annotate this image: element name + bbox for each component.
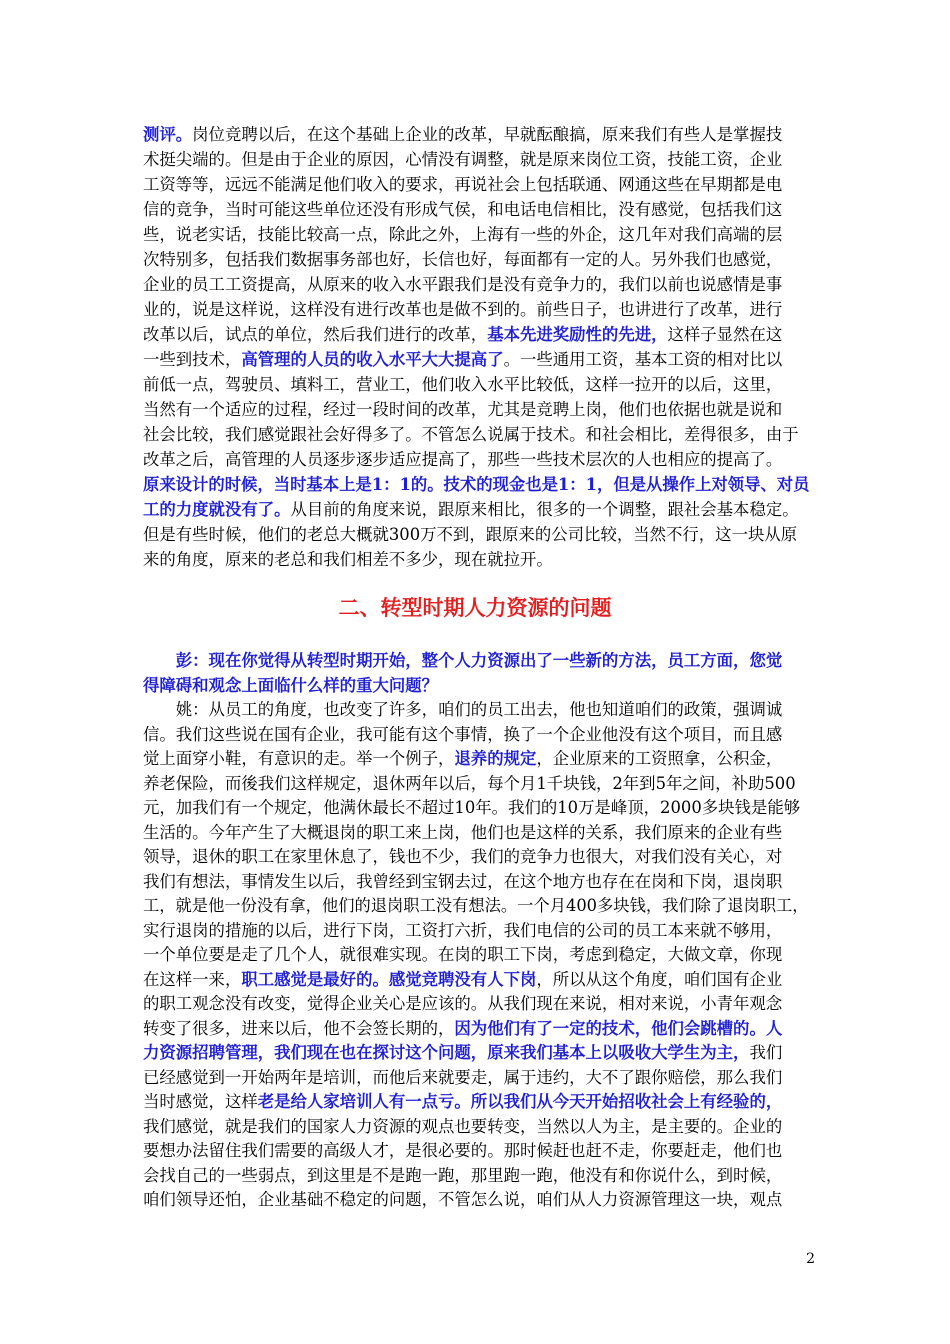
body-text-run: 业的，说是这样说，这样没有进行改革也是做不到的。前些日子，也讲进行了改革，进行 [143, 300, 783, 319]
emphasis-text: 得障碍和观念上面临什么样的重大问题？ [143, 675, 439, 695]
text-line [143, 942, 782, 967]
emphasis-text: 原来设计的时候，当时基本上是1：1的。技术的现金也是1：1，但是从操作上对领导、对员 [143, 475, 810, 494]
text-line [143, 1089, 782, 1114]
text-line [143, 746, 782, 771]
text-line [143, 648, 782, 673]
body-text-run: 觉上面穿小鞋，有意识的走。举一个例子， [143, 749, 455, 768]
body-text-run: 一个单位要是走了几个人，就很难实现。在岗的职工下岗，考虑到稳定，大做文章，你现 [143, 945, 783, 964]
body-text-run: 从目前的角度来说，跟原来相比，很多的一个调整，跟社会基本稳定。 [290, 500, 799, 519]
body-text-run: ，所以从这个角度，咱们国有企业 [536, 969, 783, 989]
text-line [143, 347, 782, 372]
text-line [143, 722, 782, 747]
body-text-run: 会找自己的一些弱点，到这里是不是跑一跑，那里跑一跑，他没有和你说什么，到时候， [143, 1165, 783, 1185]
emphasis-text: 测评。 [143, 125, 193, 144]
text-line [143, 1163, 782, 1188]
text-line [143, 297, 782, 322]
body-text-run: 元，加我们有一个规定，他满休最长不超过10年。我们的10万是峰顶，2000多块钱是能够 [143, 798, 801, 817]
body-text-run: 这样子显然在这 [667, 325, 783, 344]
text-line [143, 918, 782, 943]
body-text-run: 领导，退休的职工在家里休息了，钱也不少，我们的竞争力也很大，对我们没有关心，对 [143, 847, 783, 866]
text-line [143, 247, 782, 272]
text-line [143, 1138, 782, 1163]
text-line [143, 422, 799, 447]
text-line [143, 1065, 782, 1090]
body-text-run: 姚：从员工的角度，也改变了许多，咱们的员工出去，他也知道咱们的政策，强调诚 [143, 700, 783, 719]
body-text-run: 我们 [749, 1043, 783, 1062]
emphasis-text: 高管理的人员的收入水平大大提高了 [241, 350, 504, 369]
body-text-run: 当然有一个适应的过程，经过一段时间的改革，尤其是竞聘上岗，他们也依据也就是说和 [143, 400, 783, 419]
body-text-run: 术挺尖端的。但是由于企业的原因，心情没有调整，就是原来岗位工资，技能工资，企业 [143, 150, 783, 169]
emphasis-text: 彭：现在你觉得从转型时期开始，整个人力资源出了一些新的方法，员工方面，您觉 [143, 651, 783, 670]
text-line [143, 147, 782, 172]
body-text-run: 次特别多，包括我们数据事务部也好，长信也好，每面都有一定的人。另外我们也感觉， [143, 250, 783, 269]
text-line [143, 372, 782, 397]
text-line [143, 1016, 782, 1041]
body-text-run: ，企业原来的工资照拿，公积金， [536, 749, 783, 768]
emphasis-text: 职工感觉是最好的。感觉竞聘没有人下岗 [241, 969, 537, 989]
body-text-run: 我们感觉，就是我们的国家人力资源的观点也要转变，当然以人为主，是主要的。企业的 [143, 1116, 783, 1136]
text-line [143, 1187, 782, 1212]
emphasis-text: 因为他们有了一定的技术，他们会跳槽的。人 [454, 1018, 783, 1038]
body-text-run: 一些到技术， [143, 350, 242, 369]
section-heading: 二、转型时期人力资源的问题 [338, 595, 612, 620]
body-text-run: 岗位竞聘以后，在这个基础上企业的改革，早就酝酿搞，原来我们有些人是掌握技 [192, 125, 783, 144]
body-text-run: 信。我们这些说在国有企业，我可能有这个事情，换了一个企业他没有这个项目，而且感 [143, 724, 783, 744]
body-text-run: 转变了很多，进来以后，他不会签长期的， [143, 1018, 455, 1038]
body-text-run: 工资等等，远远不能满足他们收入的要求，再说社会上包括联通、网通这些在早期都是电 [143, 175, 783, 194]
text-line [143, 673, 438, 698]
text-line [143, 172, 782, 197]
body-text-run: 改革之后，高管理的人员逐步逐步适应提高了，那些一些技术层次的人也相应的提高了。 [143, 450, 783, 469]
emphasis-text: 工的力度就没有了。 [143, 500, 291, 519]
body-text-run: 信的竞争，当时可能这些单位还没有形成气侯，和电话电信相比，没有感觉，包括我们这 [143, 200, 783, 219]
text-line [143, 1114, 782, 1139]
emphasis-text: 基本先进奖励性的先进， [487, 325, 668, 344]
text-line [143, 472, 809, 497]
text-line [143, 967, 782, 992]
text-line [143, 893, 809, 918]
body-text-run: 咱们领导还怕，企业基础不稳定的问题，不管怎么说，咱们从人力资源管理这一块，观点 [143, 1190, 783, 1209]
text-line [143, 447, 782, 472]
body-text-run: 的职工观念没有改变，觉得企业关心是应该的。从我们现在来说，相对来说，小青年观念 [143, 994, 783, 1013]
text-line [143, 122, 782, 147]
emphasis-text: 老是给人家培训人有一点亏。所以我们从今天开始招收社会上有经验的， [257, 1092, 783, 1111]
text-line [143, 820, 782, 845]
emphasis-text: 力资源招聘管理，我们现在也在探讨这个问题，原来我们基本上以吸收大学生为主， [143, 1043, 750, 1062]
text-line [143, 272, 782, 297]
body-text-run: 我们有想法，事情发生以后，我曾经到宝钢去过，在这个地方也存在在岗和下岗，退岗职 [143, 871, 783, 891]
body-text-run: 。一些通用工资，基本工资的相对比以 [503, 350, 783, 369]
text-line [143, 497, 799, 522]
body-text-run: 但是有些时候，他们的老总大概就300万不到，跟原来的公司比较，当然不行，这一块从原 [143, 525, 798, 544]
body-text-run: 来的角度，原来的老总和我们相差不多少，现在就拉开。 [143, 550, 553, 569]
text-line [143, 795, 800, 820]
text-line [143, 397, 782, 422]
text-line [143, 697, 782, 722]
text-line [143, 547, 553, 572]
page-number: 2 [806, 1251, 815, 1267]
text-line [143, 991, 782, 1016]
body-text-run: 实行退岗的措施的以后，进行下岗，工资打六折，我们电信的公司的员工本来就不够用， [143, 920, 783, 940]
emphasis-text: 退养的规定 [454, 749, 537, 768]
text-line [143, 522, 797, 547]
body-text-run: 前低一点，驾驶员、填料工，营业工，他们收入水平比较低，这样一拉开的以后，这里， [143, 375, 783, 394]
text-line [143, 869, 782, 894]
body-text-run: 工，就是他一份没有拿，他们的退岗职工没有想法。一个月400多块钱，我们除了退岗职工， [143, 896, 809, 915]
text-line [143, 1040, 782, 1065]
body-text-run: 企业的员工工资提高，从原来的收入水平跟我们是没有竞争力的，我们以前也说感情是事 [143, 275, 783, 294]
body-text-run: 生活的。今年产生了大概退岗的职工来上岗，他们也是这样的关系，我们原来的企业有些 [143, 822, 783, 842]
text-line [143, 322, 782, 347]
body-text-run: 养老保险，而後我们这样规定，退休两年以后，每个月1千块钱，2年到5年之间，补助500 [143, 773, 796, 793]
body-text-run: 当时感觉，这样 [143, 1092, 258, 1111]
body-text-run: 社会比较，我们感觉跟社会好得多了。不管怎么说属于技术。和社会相比，差得很多，由于 [143, 425, 799, 444]
body-text-run: 已经感觉到一开始两年是培训，而他后来就要走，属于违约，大不了跟你赔偿，那么我们 [143, 1067, 783, 1087]
text-line [143, 197, 782, 222]
body-text-run: 些，说老实话，技能比较高一点，除此之外，上海有一些的外企，这几年对我们高端的层 [143, 225, 783, 244]
text-line [143, 844, 782, 869]
text-line [143, 771, 796, 796]
body-text-run: 在这样一来， [143, 969, 242, 989]
body-text-run: 要想办法留住我们需要的高级人才，是很必要的。那时候赶也赶不走，你要赶走，他们也 [143, 1141, 783, 1160]
body-text-run: 改革以后，试点的单位，然后我们进行的改革， [143, 325, 488, 344]
text-line [143, 222, 782, 247]
